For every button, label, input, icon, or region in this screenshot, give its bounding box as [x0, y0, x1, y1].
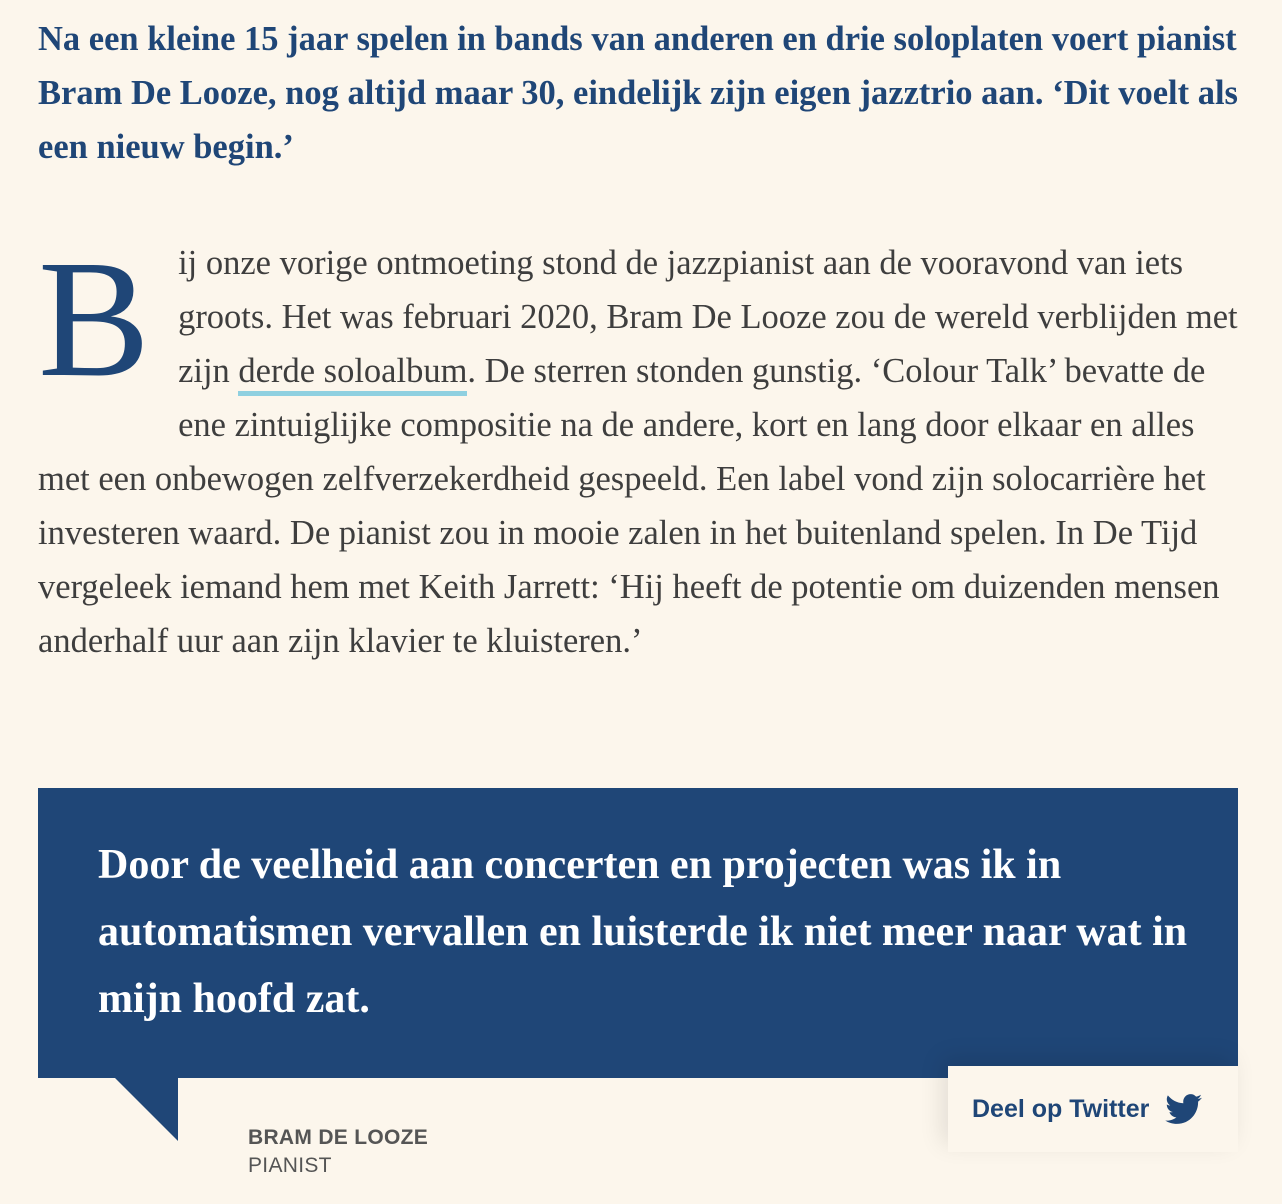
quote-author-role: PIANIST [248, 1154, 332, 1177]
pull-quote [38, 788, 1238, 1078]
pull-quote-tail [114, 1077, 178, 1141]
paragraph-text-end: . De sterren stonden gunstig. ‘Colour Talk’ bevatte de ene zintuiglijke compositie na de andere, kort en lang door elkaar en alles met een onbewogen zelfverzekerdheid gespeeld. Een label vond zijn solocarrière het investeren waard. De pianist zou in mooie zalen in het buitenland spelen. In De Tijd vergeleek iemand hem met Keith Jarrett: ‘Hij heeft de potentie om duizenden mensen anderhalf uur aan zijn klavier te kluisteren.’ [38, 352, 1220, 660]
paragraph-text-start: ij onze vorige ontmoeting stond de jazzpianist aan de vooravond van iets groots. Het was februari 2020, Bram De Looze zou de wereld verblijden met zijn [178, 244, 1238, 390]
share-on-twitter-button[interactable] [948, 1066, 1238, 1152]
twitter-bird-icon [1165, 1094, 1203, 1125]
solo-album-link[interactable]: derde soloalbum [238, 352, 467, 396]
quote-author: BRAM DE LOOZE [248, 1126, 429, 1149]
article-paragraph [38, 226, 1243, 668]
article-intro: Na een kleine 15 jaar spelen in bands van anderen en drie soloplaten voert pianist Bram De Looze, nog altijd maar 30, eindelijk zijn eigen jazztrio aan. ‘Dit voelt als een nieuw begin.’ [38, 20, 1238, 166]
quote-attribution [248, 1124, 428, 1180]
share-label: Deel op Twitter [972, 1094, 1150, 1123]
pull-quote-text: Door de veelheid aan concerten en projecten was ik in automatismen vervallen en luisterde ik niet meer naar wat in mijn hoofd zat. [98, 842, 1188, 1022]
drop-cap: B [38, 226, 151, 412]
